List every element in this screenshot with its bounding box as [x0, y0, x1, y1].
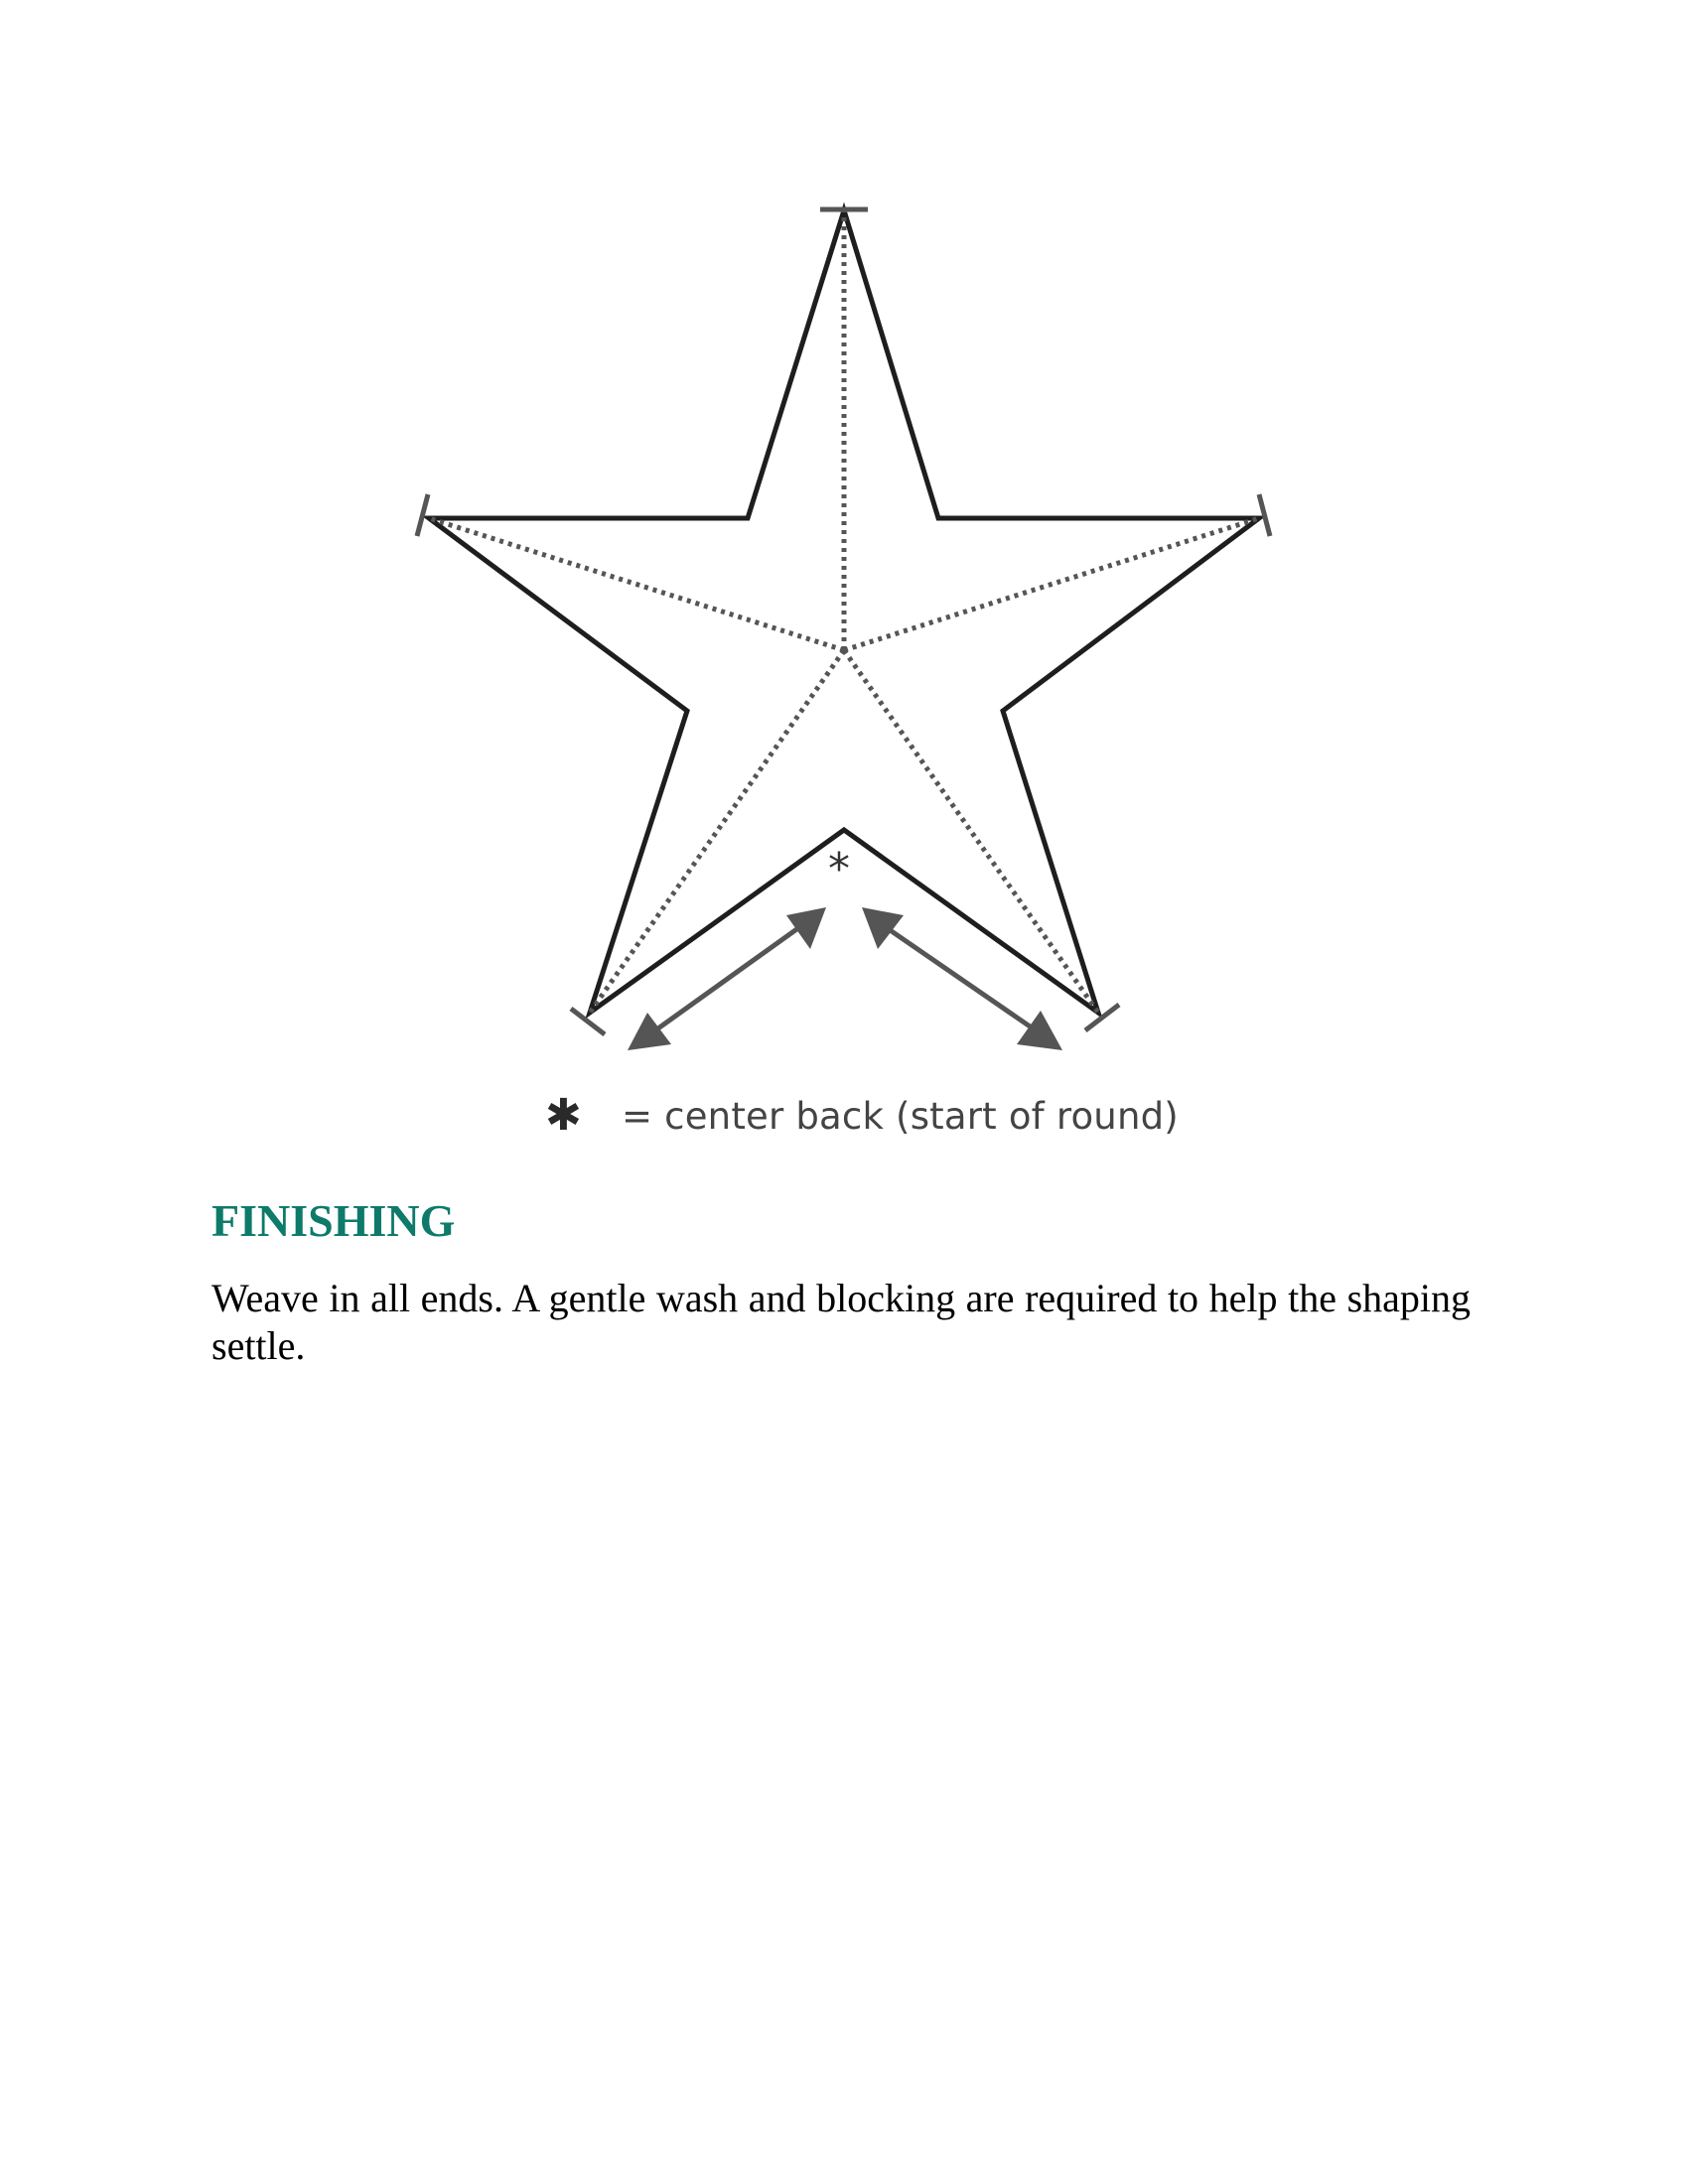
- arrow-left-head-bottom: [628, 1013, 671, 1050]
- diagram-legend: = center back (start of round): [622, 1095, 1179, 1138]
- guide-line-left: [429, 518, 844, 650]
- arrow-right-shaft: [886, 927, 1039, 1032]
- arrow-left-head-top: [786, 907, 826, 949]
- center-back-marker: *: [828, 844, 850, 894]
- arrow-right-head-bottom: [1017, 1011, 1062, 1050]
- guide-line-bottom-left: [590, 650, 844, 1013]
- direction-arrows: [628, 907, 1062, 1050]
- legend-asterisk-icon: ✱: [545, 1090, 582, 1141]
- section-heading: FINISHING: [211, 1195, 456, 1246]
- tick-left: [417, 494, 428, 536]
- finishing-instructions: Weave in all ends. A gentle wash and blocking are required to help the shaping settle.: [211, 1276, 1471, 1368]
- guide-line-bottom-right: [844, 650, 1098, 1013]
- tick-right: [1259, 494, 1270, 536]
- guide-line-right: [844, 518, 1259, 650]
- arrow-left-shaft: [655, 925, 802, 1030]
- arrow-right-head-top: [862, 907, 904, 949]
